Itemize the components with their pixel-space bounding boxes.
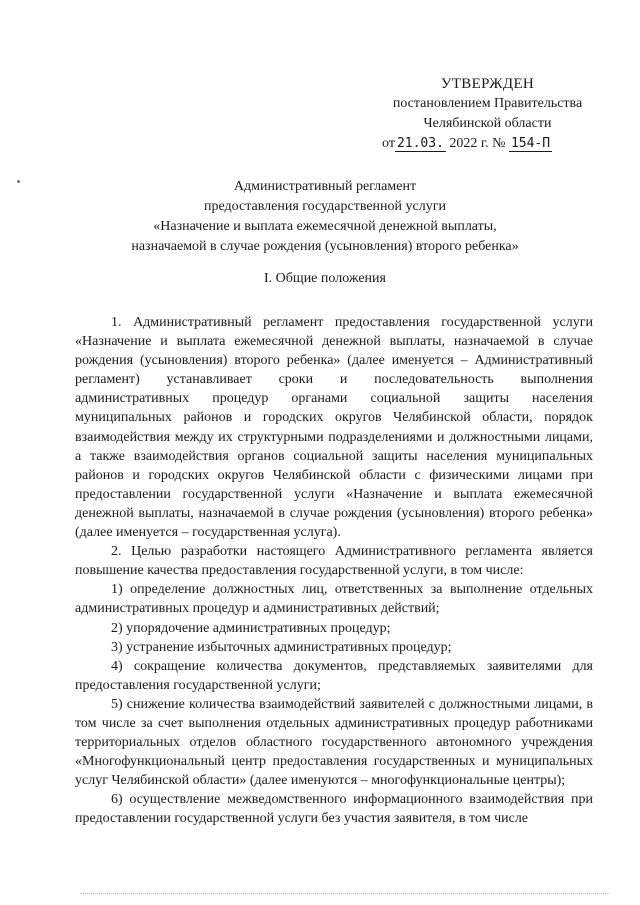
approval-year: 2022 г. №	[449, 136, 506, 151]
paragraph: 1. Административный регламент предоставления государственной услуги «Назначение и выплата ежемесячной денежной выплаты, назначаемой в случае рождения (усыновления) второго ребенка» (далее именуется – Административный регламент) устанавливает сроки и последовательность выполнения административных процедур органами социальной защиты населения муниципальных районов и городских округов Челябинской области, порядок взаимодействия между их структурными подразделениями и должностными лицами, а также взаимодействия органов социальной защиты населения муниципальных районов и городских округов Челябинской области с физическими лицами при предоставлении государственной услуги «Назначение и выплата ежемесячной денежной выплаты, назначаемой в случае рождения (усыновления) второго ребенка» (далее именуется – государственная услуга).	[75, 315, 593, 541]
document-body	[75, 313, 593, 829]
section-heading: I. Общие положения	[264, 271, 386, 286]
title-line-1: Административный регламент	[233, 179, 417, 194]
paragraph: 4) сокращение количества документов, представляемых заявителями для предоставления государственной услуги;	[75, 658, 593, 693]
paragraph: 5) снижение количества взаимодействий заявителей с должностными лицами, в том числе за счет выполнения отдельных административных процедур работниками территориальных отделов областного государственного автономного учреждения «Многофункциональный центр предоставления государственных и муниципальных услуг Челябинской области» (далее именуются – многофункциональные центры);	[75, 696, 593, 789]
paragraph: 6) осуществление межведомственного информационного взаимодействия при предоставлении государственной услуги без участия заявителя, в том числе	[75, 792, 593, 827]
paragraph: 1) определение должностных лиц, ответственных за выполнение отдельных административных процедур и административных действий;	[75, 582, 593, 617]
title-line-4: назначаемой в случае рождения (усыновления) второго ребенка»	[131, 239, 519, 254]
approval-heading: УТВЕРЖДЕН	[440, 76, 535, 92]
scan-artifact-mark	[17, 180, 20, 183]
approval-date-line	[380, 134, 595, 154]
title-line-3: «Назначение и выплата ежемесячной денежной выплаты,	[153, 219, 497, 234]
paragraph: 2. Целью разработки настоящего Административного регламента является повышение качества предоставления государственной услуги, в том числе:	[75, 544, 593, 579]
approval-authority: постановлением Правительства	[392, 96, 583, 111]
paragraph: 3) устранение избыточных административных процедур;	[111, 639, 452, 655]
approval-from-label: от	[382, 136, 395, 151]
approval-date: 21.03.	[396, 136, 444, 151]
title-line-2: предоставления государственной услуги	[204, 199, 446, 214]
document-title	[60, 177, 590, 257]
scan-bottom-edge	[80, 893, 610, 895]
paragraph: 2) упорядочение административных процедур;	[111, 620, 391, 636]
approval-block	[380, 74, 595, 154]
approval-number: 154-П	[510, 136, 551, 151]
approval-region: Челябинской области	[423, 116, 552, 131]
